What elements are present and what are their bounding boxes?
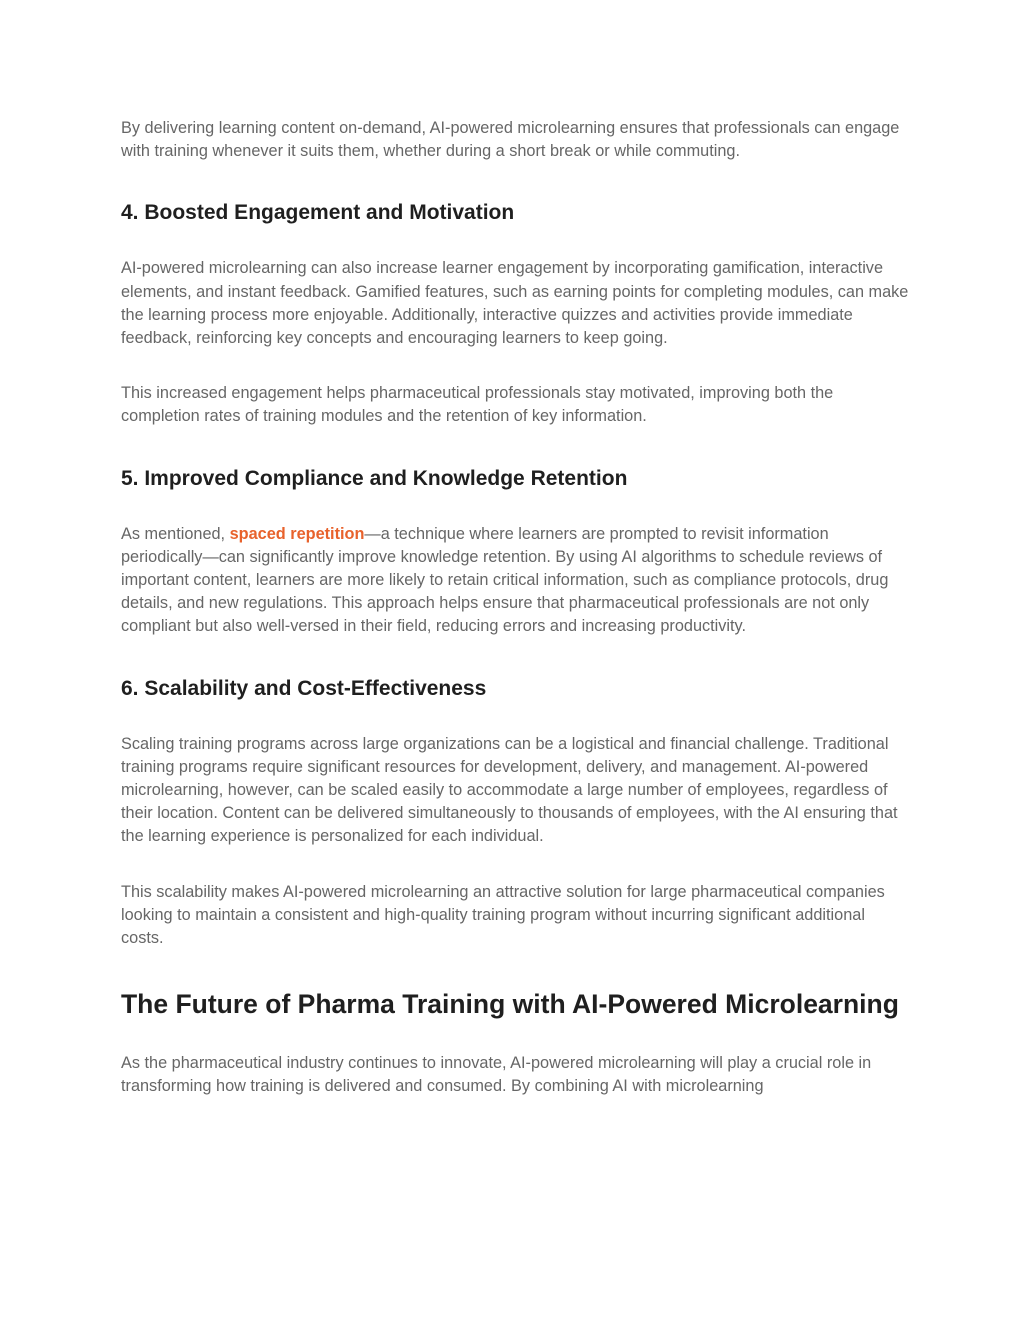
heading-compliance: 5. Improved Compliance and Knowledge Retention [121, 466, 628, 490]
paragraph-engagement-2: This increased engagement helps pharmaceutical professionals stay motivated, improving both the completion rates of training modules and the retention of key information. [121, 384, 834, 426]
paragraph-compliance [121, 523, 911, 639]
document-page [121, 117, 911, 1099]
paragraph-future: As the pharmaceutical industry continues to innovate, AI-powered microlearning will play a crucial role in transforming how training is delivered and consumed. By combining AI with microlearning [121, 1054, 872, 1096]
paragraph-compliance-suffix: —a technique where learners are prompted to revisit information periodically—can significantly improve knowledge retention. By using AI algorithms to schedule reviews of important content, learners are more likely to retain critical information, such as compliance protocols, drug details, and new regulations. This approach helps ensure that pharmaceutical professionals are not only compliant but also well-versed in their field, reducing errors and increasing productivity. [121, 524, 889, 636]
heading-future: The Future of Pharma Training with AI-Powered Microlearning [121, 989, 899, 1020]
spaced-repetition-link[interactable]: spaced repetition [229, 524, 365, 543]
heading-engagement: 4. Boosted Engagement and Motivation [121, 201, 515, 225]
paragraph-intro: By delivering learning content on-demand, AI-powered microlearning ensures that professionals can engage with training whenever it suits them, whether during a short break or while commuting. [121, 119, 900, 161]
paragraph-engagement-1: AI-powered microlearning can also increase learner engagement by incorporating gamification, interactive elements, and instant feedback. Gamified features, such as earning points for completing modules, can make the learning process more enjoyable. Additionally, interactive quizzes and activities provide immediate feedback, reinforcing key concepts and encouraging learners to keep going. [121, 259, 909, 348]
paragraph-scalability-1: Scaling training programs across large organizations can be a logistical and financial challenge. Traditional training programs require significant resources for development, delivery, and management. AI-powered microlearning, however, can be scaled easily to accommodate a large number of employees, regardless of their location. Content can be delivered simultaneously to thousands of employees, with the AI ensuring that the learning experience is personalized for each individual. [121, 734, 898, 846]
paragraph-compliance-prefix: As mentioned, [121, 524, 230, 543]
paragraph-scalability-2: This scalability makes AI-powered microlearning an attractive solution for large pharmaceutical companies looking to maintain a consistent and high-quality training program without incurring significant additional costs. [121, 882, 885, 948]
heading-scalability: 6. Scalability and Cost-Effectiveness [121, 676, 487, 700]
